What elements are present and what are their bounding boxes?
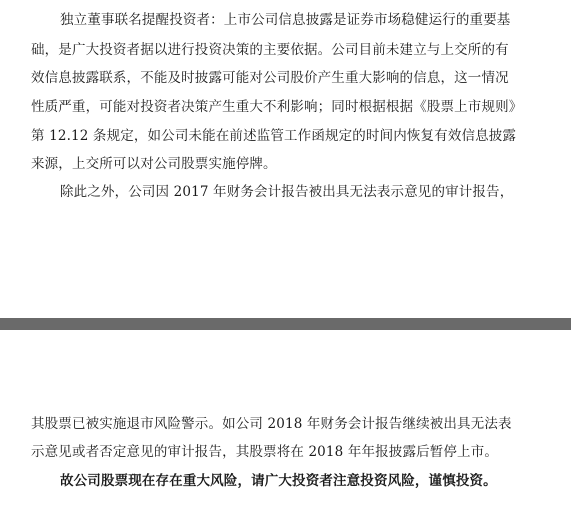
paragraph-line: 第 12.12 条规定，如公司未能在前述监管工作函规定的时间内恢复有效信息披露 <box>31 128 517 144</box>
paragraph-line: 效信息披露联系，不能及时披露可能对公司股价产生重大影响的信息，这一情况 <box>31 70 509 86</box>
paragraph-line: 其股票已被实施退市风险警示。如公司 2018 年财务会计报告继续被出具无法表 <box>31 416 512 432</box>
risk-warning-line: 故公司股票现在存在重大风险，请广大投资者注意投资风险，谨慎投资。 <box>60 473 497 489</box>
paragraph-line: 础，是广大投资者据以进行投资决策的主要依据。公司目前未建立与上交所的有 <box>31 42 509 58</box>
paragraph-line: 独立董事联名提醒投资者：上市公司信息披露是证券市场稳健运行的重要基 <box>60 12 511 28</box>
document-page-bottom <box>0 330 571 514</box>
paragraph-line: 来源，上交所可以对公司股票实施停牌。 <box>31 156 277 172</box>
paragraph-line: 除此之外，公司因 2017 年财务会计报告被出具无法表示意见的审计报告， <box>60 184 514 200</box>
page-separator <box>0 318 571 330</box>
paragraph-line: 性质严重，可能对投资者决策产生重大不利影响；同时根据根据《股票上市规则》 <box>31 99 523 115</box>
paragraph-line: 示意见或者否定意见的审计报告，其股票将在 2018 年年报披露后暂停上市。 <box>31 444 498 460</box>
